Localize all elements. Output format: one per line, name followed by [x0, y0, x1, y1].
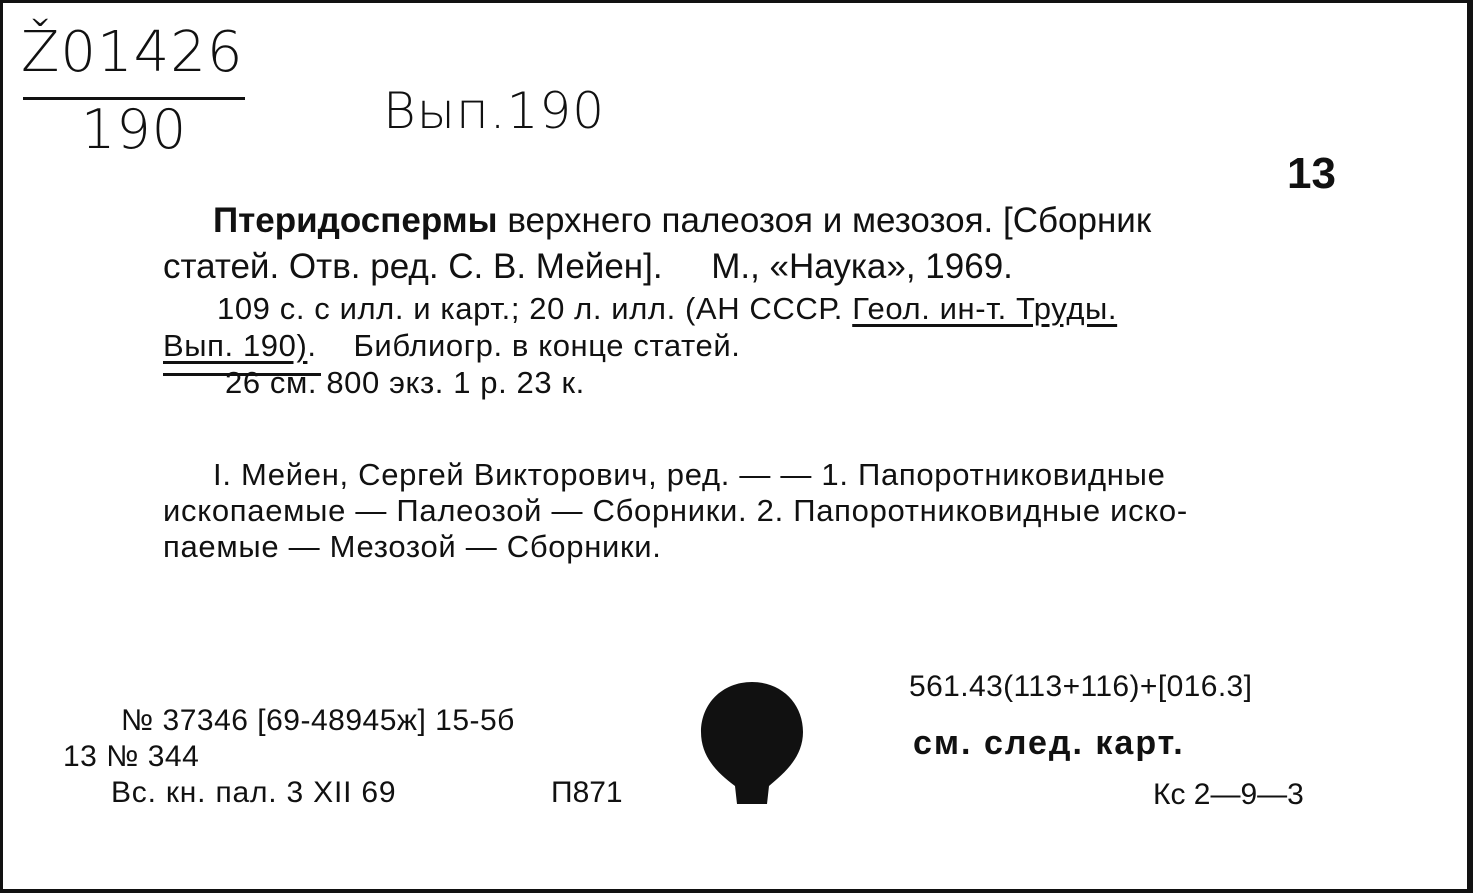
- title-rest: верхнего палеозоя и мезозоя. [Сборник: [507, 201, 1152, 240]
- see-next-card: см. след. карт.: [913, 724, 1185, 762]
- collation-line-1: [217, 291, 1117, 327]
- series-title-part-2: Вып. 190): [163, 328, 308, 363]
- footer-chamber-date: Вс. кн. пал. 3 XII 69: [111, 776, 397, 809]
- handwritten-issue: Вып.190: [383, 82, 606, 140]
- footer-record-number: № 37346 [69-48945ж] 15-5б: [121, 704, 515, 737]
- tracing-line-2: ископаемые — Палеозой — Сборники. 2. Папоротниковидные иско-: [163, 493, 1188, 528]
- footer-card-ref: 13 № 344: [63, 740, 200, 773]
- tracing-line-3: паемые — Мезозой — Сборники.: [163, 529, 662, 564]
- collation-physical: 109 с. с илл. и карт.; 20 л. илл. (АН СССР.: [217, 291, 843, 326]
- handwritten-call-number-bottom: 190: [81, 98, 188, 161]
- series-title-part-1: Геол. ин-т. Труды.: [852, 291, 1118, 326]
- tracing-line-1: I. Мейен, Сергей Викторович, ред. — — 1. Папоротниковидные: [213, 457, 1166, 492]
- bibliography-note: . Библиогр. в конце статей.: [307, 328, 741, 363]
- collation-line-2: [163, 328, 740, 364]
- footer-print-code: П871: [551, 776, 623, 809]
- title-line-2: статей. Отв. ред. С. В. Мейен]. М., «Наука», 1969.: [163, 247, 1013, 286]
- title-bold: Птеридоспермы: [213, 201, 498, 240]
- title-line-1: [213, 199, 1151, 243]
- card-number: 13: [1287, 149, 1336, 198]
- size-print-price: 26 см. 800 экз. 1 р. 23 к.: [225, 365, 585, 400]
- handwritten-call-number-top: Ž01426: [21, 20, 244, 85]
- stamp-blot-icon: [697, 678, 807, 808]
- udc-code: 561.43(113+116)+[016.3]: [909, 670, 1253, 703]
- ks-code: Кс 2—9—3: [1153, 778, 1304, 811]
